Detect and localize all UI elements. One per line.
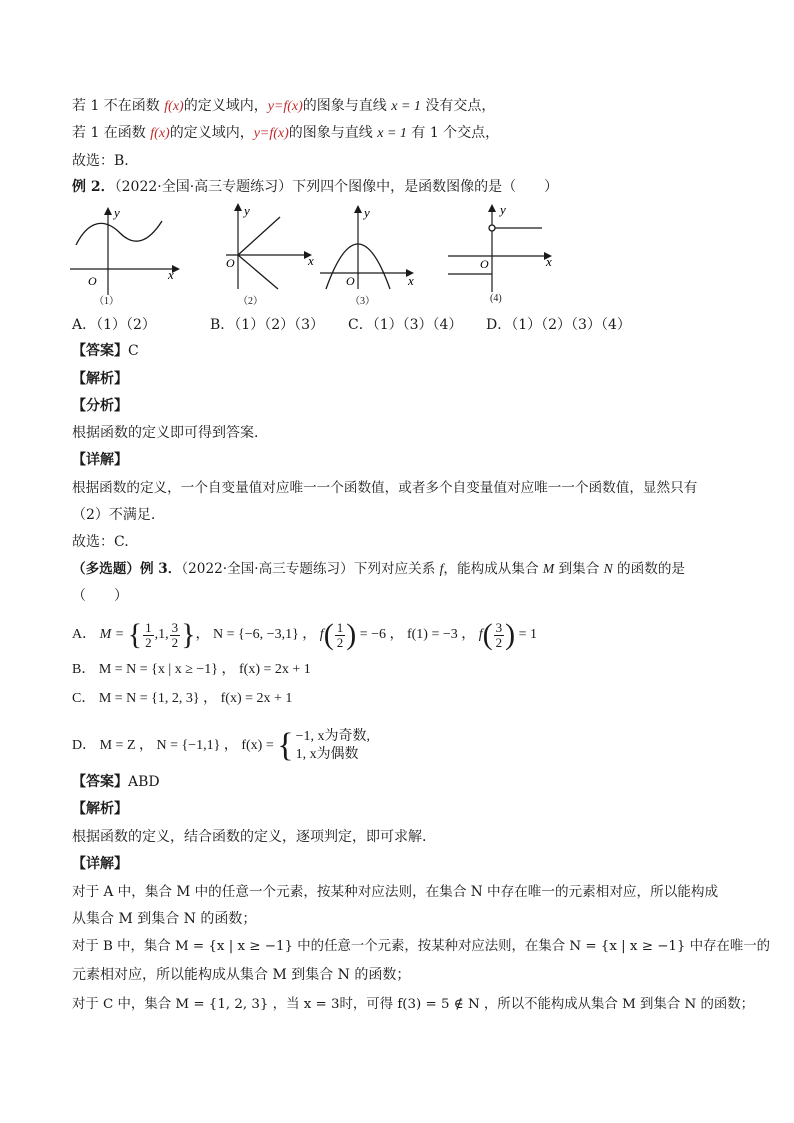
ex3-option-d: D． M = Z ， N = {−1,1} ， f(x) = { −1, x为奇数, 1, x为偶数 — [72, 727, 370, 764]
fraction — [494, 621, 505, 650]
fraction — [335, 621, 346, 650]
set-M: M = — [99, 627, 128, 643]
func-value: = −6 ， — [356, 627, 404, 643]
graph-2 — [224, 203, 324, 293]
option-label: A． — [72, 627, 97, 643]
text: 有 1 个交点， — [406, 125, 500, 141]
axis-y: y — [500, 202, 506, 217]
ex3-analysis: 根据函数的定义，结合函数的定义，逐项判定，即可求解. — [72, 829, 427, 845]
brace-open: { — [127, 618, 143, 651]
graph-1 — [68, 203, 188, 303]
denominator: 2 — [171, 634, 179, 650]
axis-y: y — [364, 205, 370, 220]
func-f: f — [316, 627, 324, 643]
axis-y: y — [114, 205, 120, 220]
answer-value: C — [128, 343, 139, 359]
ex2-option-c: C．（1）（3）（4） — [348, 317, 463, 333]
func-value: = 1 — [515, 627, 538, 643]
ex2-choose: 故选：C. — [72, 534, 129, 550]
case-even: 1, x为偶数 — [295, 747, 359, 762]
piecewise-cases — [296, 728, 370, 764]
answer-tag: 【答案】 — [72, 343, 128, 359]
ex3-detail-a1: 对于 A 中，集合 M 中的任意一个元素，按某种对应法则，在集合 N 中存在唯一的元素相对应，所以能构成 — [72, 884, 719, 900]
text: 的图象与直线 — [288, 125, 378, 141]
ex3-option-c: C． M = N = {1, 2, 3} ， f(x) = 2x + 1 — [72, 691, 293, 706]
multi-select-tag: （多选题） — [72, 561, 140, 577]
ex3-title — [72, 559, 685, 579]
origin: O — [88, 274, 97, 288]
ex2-title — [72, 177, 558, 197]
text: 若 1 不在函数 — [72, 98, 165, 114]
source: （2022·全国·高三专题练习） — [114, 179, 293, 195]
axis-x: x — [546, 254, 552, 269]
graph-3-caption: （3） — [350, 296, 375, 307]
line-x1: x = 1 — [377, 126, 407, 141]
denominator: 2 — [336, 634, 344, 650]
func-f1: f(1) = −3 ， — [403, 627, 476, 643]
set-N: ， N = {−6, −3,1} ， — [195, 627, 317, 643]
var-N: N — [603, 561, 613, 576]
axis-x: x — [168, 267, 174, 282]
example-label: 例 3． — [139, 561, 182, 577]
text: 到集合 — [554, 561, 604, 577]
var-M: M — [542, 561, 555, 576]
ex3-answer — [72, 772, 160, 792]
denominator: 2 — [145, 634, 152, 650]
ex2-answer — [72, 341, 139, 361]
answer-value: ABD — [128, 774, 160, 790]
ex3-xiangjie: 【详解】 — [72, 856, 128, 872]
ex2-option-d: D．（1）（2）（3）（4） — [486, 317, 631, 333]
intro-choose: 故选：B. — [72, 153, 129, 169]
ex3-detail-a2: 从集合 M 到集合 N 的函数； — [72, 911, 257, 927]
ex3-detail-b2: 元素相对应，所以能构成从集合 M 到集合 N 的函数； — [72, 967, 411, 983]
ex2-xiangjie: 【详解】 — [72, 452, 128, 468]
func-f: f — [475, 627, 483, 643]
ex3-jiexi: 【解析】 — [72, 801, 128, 817]
question: 下列四个图像中，是函数图像的是（ ） — [292, 179, 559, 195]
graph-2-caption: （2） — [238, 296, 263, 307]
ex3-detail-c1: 对于 C 中，集合 M = {1, 2, 3} ，当 x = 3时，可得 f(3) = 5 ∉ N ，所以不能构成从集合 M 到集合 N 的函数； — [72, 997, 755, 1012]
graph-3 — [318, 203, 418, 293]
line-x1: x = 1 — [391, 99, 421, 114]
numerator: 1 — [145, 619, 152, 635]
ex2-option-a: A．（1）（2） — [72, 317, 156, 333]
ex3-detail-b1: 对于 B 中，集合 M = {x | x ≥ −1} 中的任意一个元素，按某种对应法则，在集合 N = {x | x ≥ −1} 中存在唯一的 — [72, 939, 771, 954]
ex2-detail-2: （2）不满足. — [72, 507, 156, 523]
brace-close: } — [181, 618, 196, 651]
ex2-jiexi: 【解析】 — [72, 371, 128, 387]
denominator: 2 — [495, 634, 503, 650]
ex2-detail-1: 根据函数的定义，一个自变量值对应唯一一个函数值，或者多个自变量值对应唯一一个函数值，显然只有 — [72, 480, 698, 496]
ex2-fenxi-text: 根据函数的定义即可得到答案. — [72, 425, 259, 441]
ex3-option-a: A． M = { $\frac{1}{2}$ ,1, $\frac{3}{2}$ }， N = {−6, −3,1} ， f( $\frac{1}{2}$ ) = −6 ， f(1) = −3 ， f( $\frac{3}{2}$ ) = 1 — [72, 618, 538, 651]
axis-x: x — [308, 253, 314, 268]
text: 没有交点， — [420, 98, 496, 114]
func-yfx: y=f(x) — [253, 126, 289, 141]
origin: O — [346, 274, 355, 288]
ex3-option-b: B． M = N = {x | x ≥ −1} ， f(x) = 2x + 1 — [72, 662, 311, 677]
numerator: 3 — [495, 619, 503, 635]
ex2-option-b: B．（1）（2）（3） — [210, 317, 325, 333]
func-yfx: y=f(x) — [267, 99, 303, 114]
graph-4 — [446, 200, 566, 296]
answer-tag: 【答案】 — [72, 774, 128, 790]
text: 的定义域内， — [169, 125, 254, 141]
case-odd: −1, x为奇数, — [295, 729, 370, 744]
graph-1-caption: （1） — [94, 296, 119, 307]
func-fx: f(x) — [164, 99, 184, 114]
text: ，能构成从集合 — [443, 561, 543, 577]
ex3-paren: （ ） — [72, 588, 128, 604]
axis-y: y — [244, 203, 250, 218]
text: 的图象与直线 — [302, 98, 392, 114]
source: （2022·全国·高三专题练习） — [181, 561, 354, 577]
intro-line-2 — [72, 123, 499, 144]
set-middle: ,1, — [154, 627, 169, 643]
graph-4-caption: (4) — [490, 293, 502, 304]
origin: O — [226, 256, 235, 270]
origin: O — [480, 257, 489, 271]
numerator: 3 — [171, 619, 179, 635]
text: 下列对应关系 — [353, 561, 440, 577]
var-f: f — [439, 561, 444, 576]
fraction — [170, 621, 181, 650]
axis-x: x — [408, 273, 414, 288]
intro-line-1 — [72, 96, 495, 117]
text: 的定义域内， — [183, 98, 268, 114]
example-label: 例 2． — [72, 179, 115, 195]
fraction — [143, 621, 154, 650]
text: 若 1 在函数 — [72, 125, 151, 141]
ex2-fenxi: 【分析】 — [72, 398, 128, 414]
func-fx: f(x) — [150, 126, 170, 141]
option-d-text: D． M = Z ， N = {−1,1} ， f(x) = — [72, 738, 278, 754]
text: 的函数的是 — [612, 561, 686, 577]
numerator: 1 — [336, 619, 344, 635]
